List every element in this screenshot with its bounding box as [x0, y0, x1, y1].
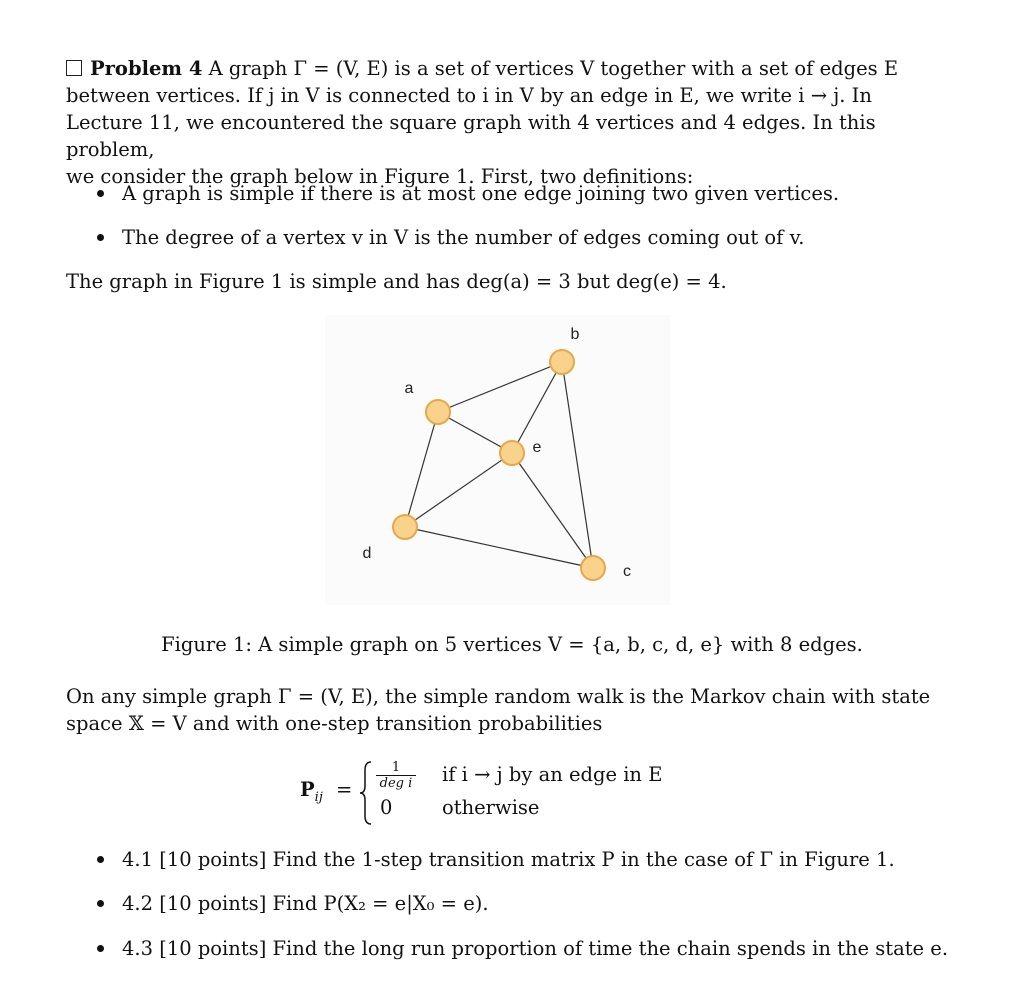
problem-heading: Problem 4 [90, 57, 203, 80]
question-4-3: 4.3 [10 points] Find the long run proportion of time the chain spends in the state e. [122, 937, 949, 960]
walk-line-2: space 𝕏 = V and with one-step transition probabilities [66, 712, 603, 735]
vertex-b [550, 350, 574, 374]
vertex-e [500, 441, 524, 465]
question-4-1: 4.1 [10 points] Find the 1-step transition matrix P in the case of Γ in Figure 1. [122, 848, 895, 871]
left-brace-icon [358, 760, 374, 826]
walk-paragraph [66, 683, 946, 737]
problem-line-4: we consider the graph below in Figure 1. First, two definitions: [66, 165, 694, 188]
formula-equals: = [336, 778, 353, 801]
vertex-label-b: b [570, 326, 580, 343]
vertex-label-e: e [532, 439, 542, 456]
vertex-d [393, 515, 417, 539]
formula-fraction: 1 deg i [376, 760, 416, 791]
vertex-a [426, 400, 450, 424]
problem-intro [66, 55, 946, 190]
vertex-c [581, 556, 605, 580]
figure-caption: Figure 1: A simple graph on 5 vertices V = {a, b, c, d, e} with 8 edges. [161, 633, 863, 656]
transition-formula [300, 760, 760, 830]
problem-text-1: A graph Γ = (V, E) is a set of vertices V together with a set of edges E [208, 57, 899, 80]
formula-case-1: if i → j by an edge in E [442, 763, 663, 786]
formula-case-2-value: 0 [380, 796, 393, 819]
vertex-label-c: c [623, 563, 631, 580]
definition-degree: The degree of a vertex v in V is the number of edges coming out of v. [122, 226, 805, 249]
problem-line-2: between vertices. If j in V is connected to i in V by an edge in E, we write i → j. In [66, 84, 872, 107]
walk-line-1: On any simple graph Γ = (V, E), the simple random walk is the Markov chain with state [66, 685, 931, 708]
bullet-icon [97, 234, 104, 241]
problem-line-3: Lecture 11, we encountered the square graph with 4 vertices and 4 edges. In this problem, [66, 111, 876, 161]
bullet-icon [97, 190, 104, 197]
formula-lhs: $P_{ij}$ [300, 778, 323, 805]
graph-figure [325, 315, 670, 605]
vertex-label-a: a [404, 380, 414, 397]
degree-statement: The graph in Figure 1 is simple and has deg(a) = 3 but deg(e) = 4. [66, 270, 727, 293]
problem-line-1 [66, 55, 946, 82]
definition-simple: A graph is simple if there is at most one edge joining two given vertices. [122, 182, 840, 205]
formula-case-2: otherwise [442, 796, 540, 819]
checkbox-icon[interactable] [66, 60, 82, 76]
figure-background [325, 315, 670, 605]
question-4-2: 4.2 [10 points] Find P(X₂ = e|X₀ = e). [122, 892, 489, 915]
bullet-icon [97, 856, 104, 863]
bullet-icon [97, 945, 104, 952]
vertex-label-d: d [362, 545, 372, 562]
bullet-icon [97, 900, 104, 907]
